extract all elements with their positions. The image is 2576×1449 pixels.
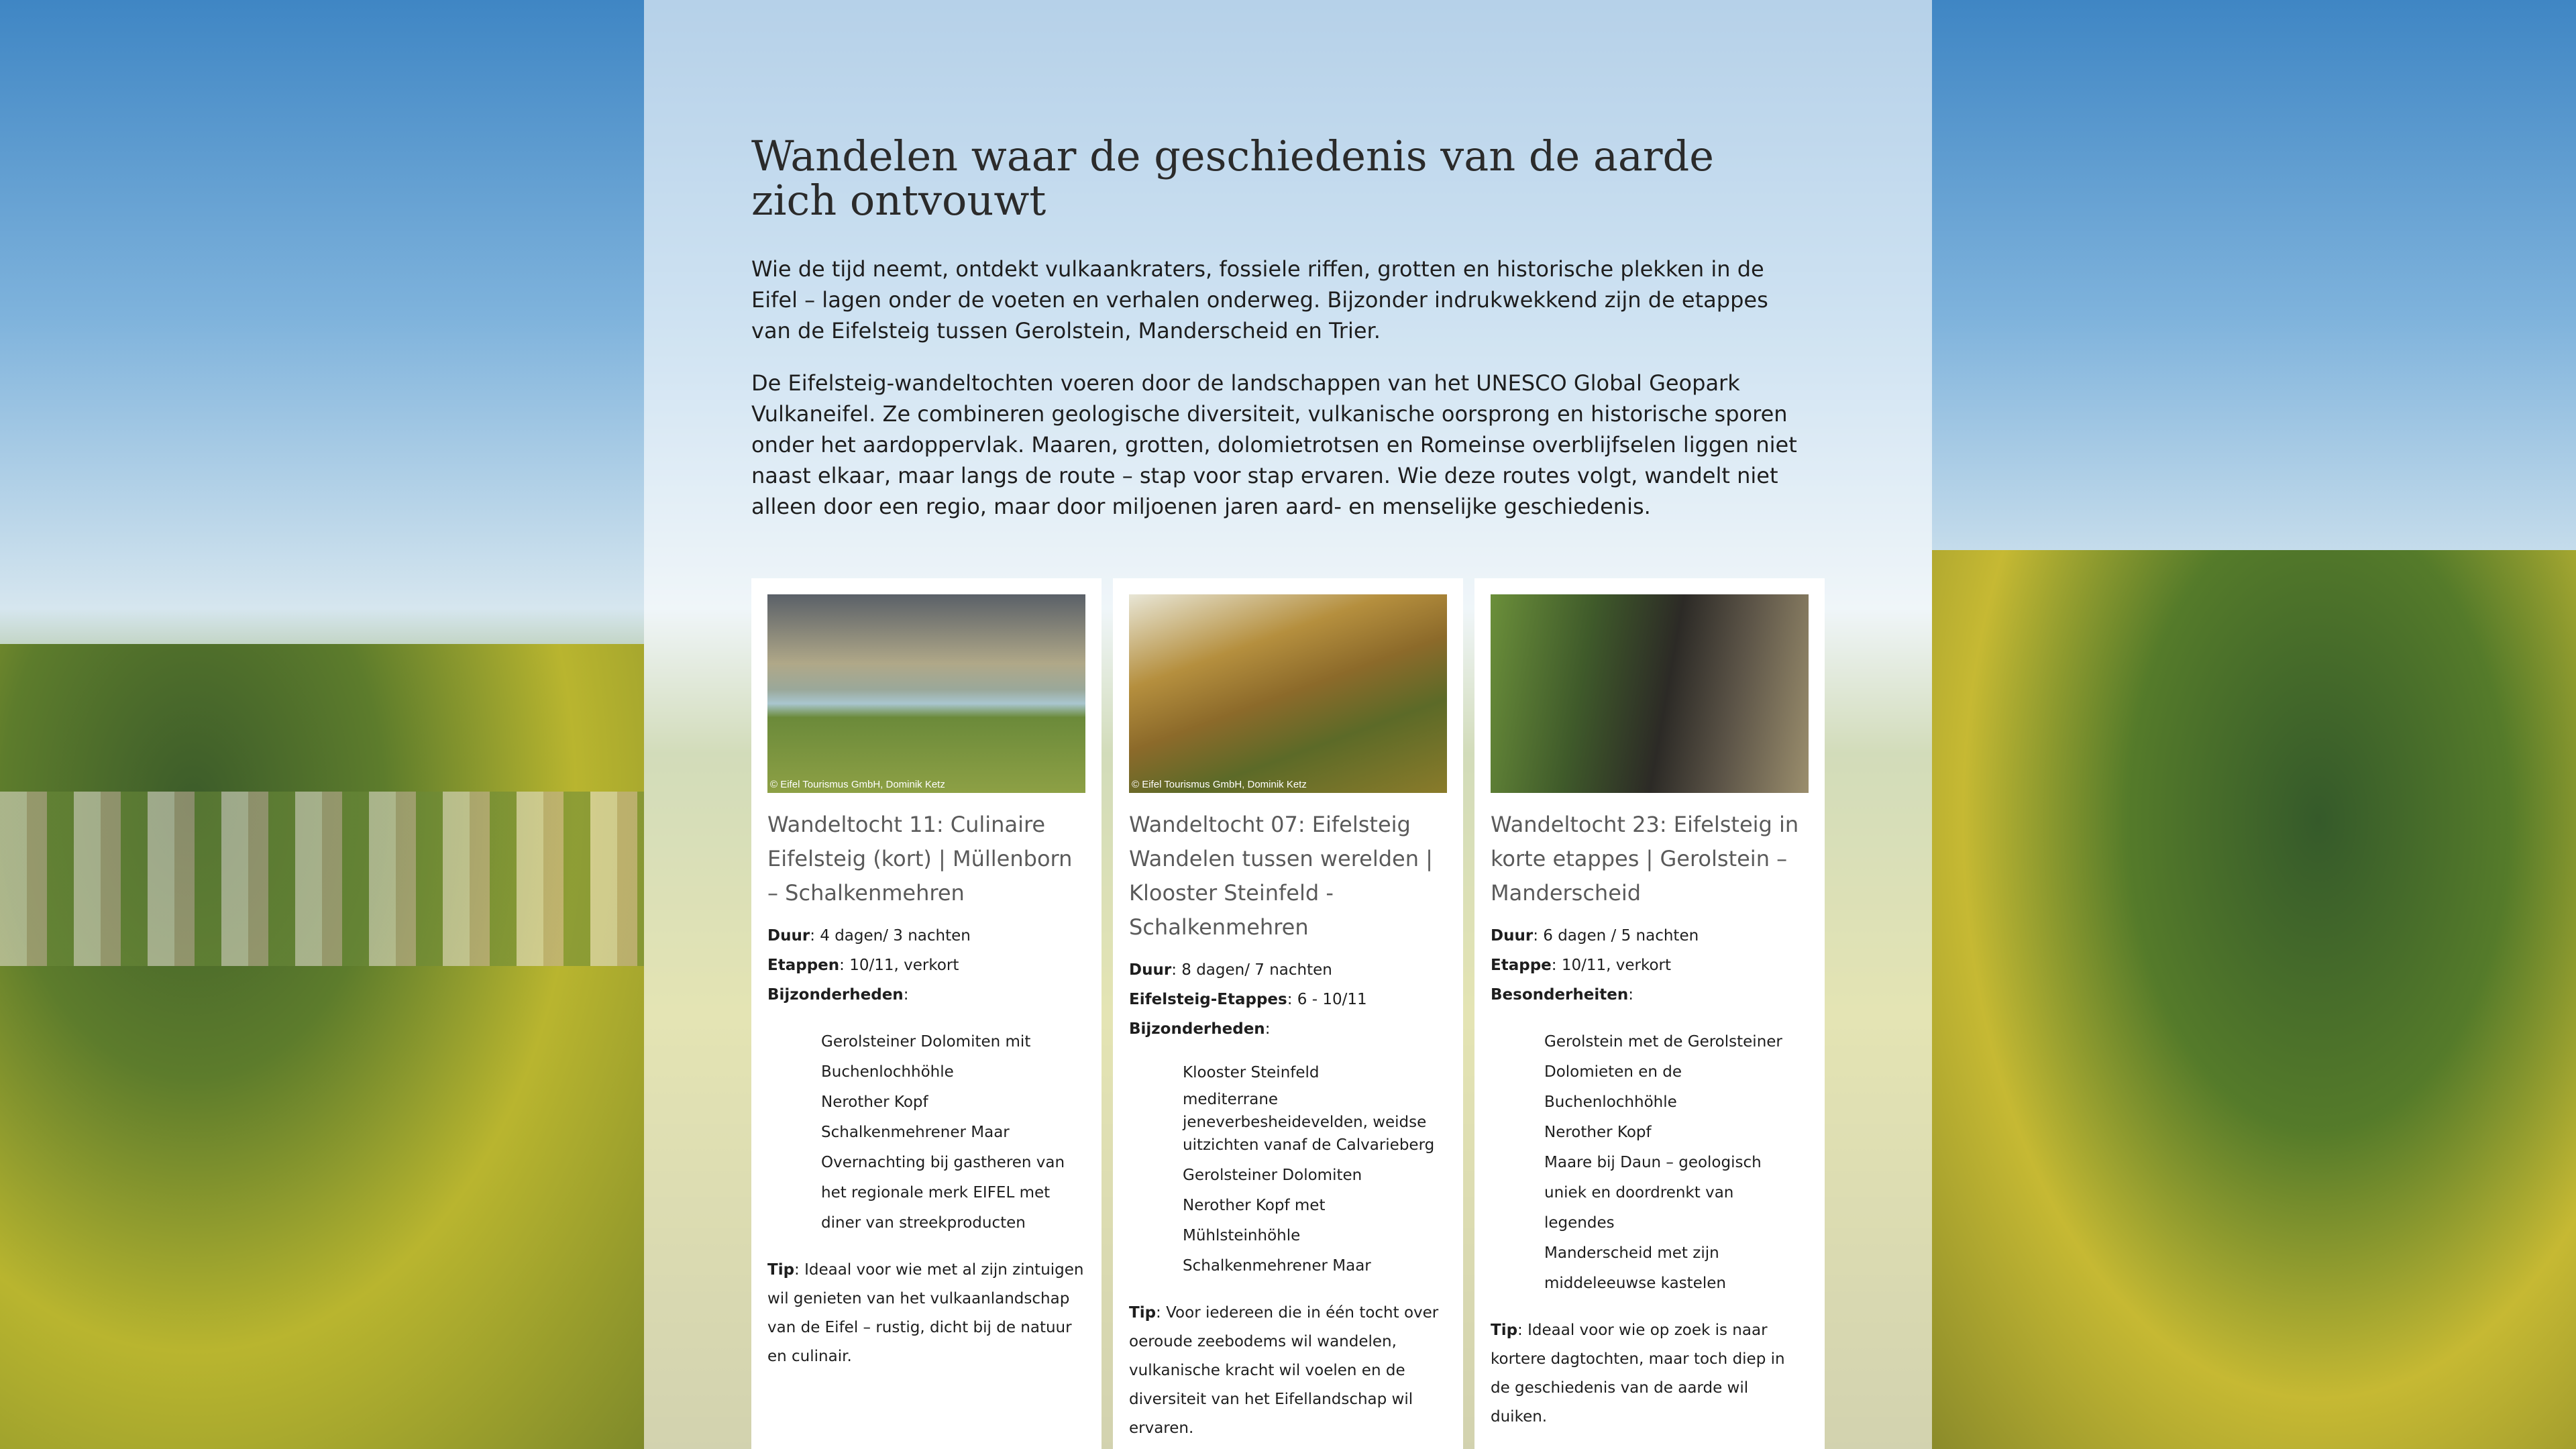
list-item: Manderscheid met zijn middeleeuwse kastelen [1544,1244,1726,1292]
tour-title[interactable]: Wandeltocht 07: Eifelsteig Wandelen tussen werelden | Klooster Steinfeld - Schalkenmehren [1129,812,1433,940]
tour-image-23[interactable] [1491,594,1809,793]
image-credit: © Eifel Tourismus GmbH, Dominik Ketz [1132,779,1307,790]
list-item: Maare bij Daun – geologisch uniek en doordrenkt van legendes [1544,1154,1762,1232]
tour-cards [751,578,1825,1449]
list-item: Gerolstein met de Gerolsteiner Dolomieten en de Buchenlochhöhle [1544,1033,1782,1111]
tour-highlights [1491,1027,1809,1299]
content-column [644,0,1932,1449]
tour-image-07[interactable] [1129,594,1447,793]
tour-card-07[interactable] [1113,578,1463,1449]
list-item: Gerolsteiner Dolomiten [1183,1167,1362,1184]
tour-tip: Tip: Ideaal voor wie met al zijn zintuigen wil genieten van het vulkaanlandschap van de Eifel – rustig, dicht bij de natuur en culinair. [767,1261,1084,1365]
tour-duration: Duur: 8 dagen/ 7 nachten [1129,961,1332,979]
page-title: Wandelen waar de geschiedenis van de aarde zich ontvouwt [751,131,1714,225]
list-item: Gerolsteiner Dolomiten mit Buchenlochhöhle [821,1033,1031,1081]
intro-paragraph-1: Wie de tijd neemt, ontdekt vulkaankraters, fossiele riffen, grotten en historische plekken in de Eifel – lagen onder de voeten en verhalen onderweg. Bijzonder indrukwekkend zijn de etappes van de Eifelsteig tussen Gerolstein, Manderscheid en Trier. [751,256,1768,343]
tour-highlights [1129,1061,1447,1281]
list-item: Overnachting bij gastheren van het regionale merk EIFEL met diner van streekproducten [821,1154,1065,1232]
tour-highlights-label: Bijzonderheden: [1129,1020,1271,1038]
image-credit: © Eifel Tourismus GmbH, Dominik Ketz [770,779,945,790]
list-item: mediterrane jeneverbesheidevelden, weidse uitzichten vanaf de Calvarieberg [1183,1091,1435,1154]
tour-title[interactable]: Wandeltocht 23: Eifelsteig in korte etappes | Gerolstein – Manderscheid [1491,812,1799,906]
tour-stages: Eifelsteig-Etappes: 6 - 10/11 [1129,991,1367,1008]
tour-stages: Etappen: 10/11, verkort [767,957,959,974]
tour-tip: Tip: Ideaal voor wie op zoek is naar kortere dagtochten, maar toch diep in de geschiedenis van de aarde wil duiken. [1491,1322,1785,1426]
tour-highlights-label: Besonderheiten: [1491,986,1633,1004]
tour-tip: Tip: Voor iedereen die in één tocht over oeroude zeebodems wil wandelen, vulkanische kracht wil voelen en de diversiteit van het Eifellandschap wil ervaren. [1129,1304,1439,1437]
list-item: Schalkenmehrener Maar [821,1124,1010,1141]
tour-card-11[interactable] [751,578,1102,1449]
tour-stages: Etappe: 10/11, verkort [1491,957,1671,974]
intro-section [751,131,1811,543]
list-item: Schalkenmehrener Maar [1183,1257,1371,1275]
tour-highlights [767,1027,1085,1238]
tour-image-11[interactable] [767,594,1085,793]
tour-title[interactable]: Wandeltocht 11: Culinaire Eifelsteig (kort) | Müllenborn – Schalkenmehren [767,812,1073,906]
list-item: Klooster Steinfeld [1183,1064,1320,1081]
tour-duration: Duur: 6 dagen / 5 nachten [1491,927,1699,945]
list-item: Nerother Kopf [1544,1124,1652,1141]
tour-duration: Duur: 4 dagen/ 3 nachten [767,927,971,945]
background-landscape-right [1932,550,2576,1449]
list-item: Nerother Kopf [821,1093,928,1111]
list-item: Nerother Kopf met Mühlsteinhöhle [1183,1197,1326,1244]
background-village [0,792,644,966]
tour-card-23[interactable] [1474,578,1825,1449]
background-landscape-left [0,644,644,1449]
intro-paragraph-2: De Eifelsteig-wandeltochten voeren door de landschappen van het UNESCO Global Geopark Vulkaneifel. Ze combineren geologische diversiteit, vulkanische oorsprong en historische sporen onder het aardoppervlak. Maaren, grotten, dolomietrotsen en Romeinse overblijfselen liggen niet naast elkaar, maar langs de route – stap voor stap ervaren. Wie deze routes volgt, wandelt niet alleen door een regio, maar door miljoenen jaren aard- en menselijke geschiedenis. [751,370,1797,519]
tour-highlights-label: Bijzonderheden: [767,986,909,1004]
